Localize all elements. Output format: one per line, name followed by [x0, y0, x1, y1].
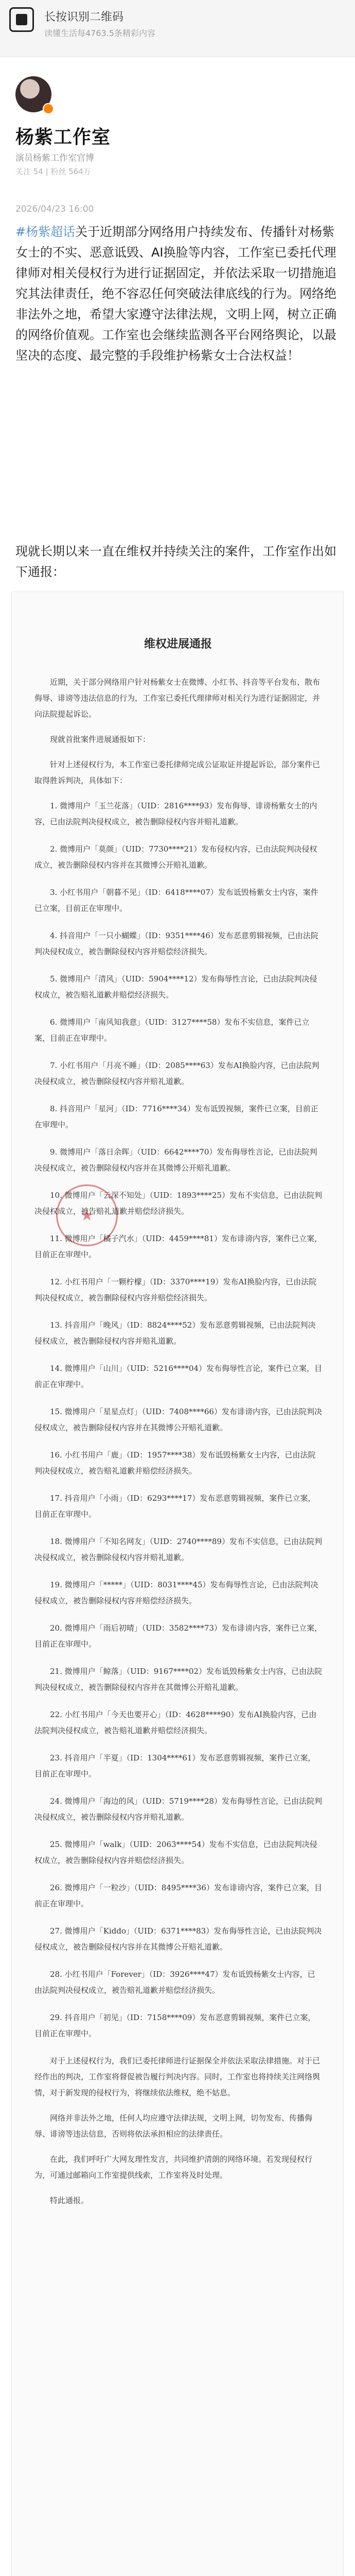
document-body [34, 674, 323, 2218]
document-paragraph: 针对上述侵权行为，本工作室已委托律师完成公证取证并提起诉讼，部分案件已取得胜诉判决，具体如下： [34, 760, 321, 785]
document-closing: 对于上述侵权行为，我们已委托律师进行证据保全并依法采取法律措施。对于已经作出的判决，工作室将督促被告履行判决内容。同时，工作室也将持续关注网络舆情，对于新发现的侵权行为，将继续依法维权，绝不姑息。 [34, 2056, 321, 2097]
case-item: 9. 微博用户「落日余晖」（UID：6642****70）发布侮辱性言论，已由法院判决侵权成立，被告删除侵权内容并在其微博公开赔礼道歉。 [34, 1147, 317, 1173]
case-item: 11. 微博用户「橘子汽水」（UID：4459****81）发布诽谤内容，案件已立案，目前正在审理中。 [34, 1234, 322, 1259]
case-item: 14. 微博用户「山川」（UID：5216****04）发布侮辱性言论，案件已立案，目前正在审理中。 [34, 1364, 322, 1389]
case-item: 4. 抖音用户「一只小蝴蝶」（ID：9351****46）发布恶意剪辑视频，已由法院判决侵权成立，被告删除侵权内容并赔偿经济损失。 [34, 931, 318, 956]
document-closing: 网络并非法外之地，任何人均应遵守法律法规，文明上网，切勿发布、传播侮辱、诽谤等违法信息，否则将依法承担相应的法律责任。 [34, 2113, 313, 2139]
case-item: 17. 抖音用户「小雨」（ID：6293****17）发布恶意剪辑视频，案件已立案，目前正在审理中。 [34, 1494, 316, 1519]
document-paragraph: 近期，关于部分网络用户针对杨紫女士在微博、小红书、抖音等平台发布、散布侮辱、诽谤等违法信息的行为，工作室已委托代理律师对相关行为进行证据固定，并向法院提起诉讼。 [34, 677, 321, 719]
case-item: 29. 抖音用户「初见」（ID：7158****09）发布恶意剪辑视频，案件已立案，目前正在审理中。 [34, 2013, 316, 2038]
case-item: 23. 抖音用户「半夏」（ID：1304****61）发布恶意剪辑视频，案件已立案，目前正在审理中。 [34, 1753, 316, 1778]
post-intro-text: 关于近期部分网络用户持续发布、传播针对杨紫女士的不实、恶意诋毁、AI换脸等内容，工作室已委托代理律师对相关侵权行为进行证据固定，并依法采取一切措施追究其法律责任，绝不容忍任何突破法律底线的行为。网络绝非法外之地，希望大家遵守法律法规，文明上网，树立正确的网络价值观。工作室也会继续监测各平台网络舆论，以最坚决的态度、最完整的手段维护杨紫女士合法权益！ [15, 225, 336, 363]
case-item: 25. 微博用户「walk」（UID：2063****54）发布不实信息，已由法院判决侵权成立，被告删除侵权内容并赔偿经济损失。 [34, 1840, 317, 1865]
post-timestamp: 2026/04/23 16:00 [15, 204, 94, 214]
document-closing: 在此，我们呼吁广大网友理性发言，共同维护清朗的网络环境。若发现侵权行为，可通过邮箱向工作室提供线索，工作室将及时处理。 [34, 2155, 313, 2180]
case-item: 22. 小红书用户「今天也要开心」（ID：4628****90）发布AI换脸内容，已由法院判决侵权成立，被告赔礼道歉并赔偿经济损失。 [34, 1710, 317, 1735]
case-list [34, 798, 323, 2042]
case-item: 7. 小红书用户「月亮不睡」（ID：2085****63）发布AI换脸内容，已由法院判决侵权成立，被告删除侵权内容并赔礼道歉。 [34, 1061, 319, 1086]
case-item: 18. 微博用户「不知名网友」（UID：2740****89）发布不实信息，已由法院判决侵权成立，被告删除侵权内容并赔礼道歉。 [34, 1537, 322, 1562]
case-item: 10. 微博用户「云深不知处」（UID：1893****25）发布不实信息，已由法院判决侵权成立，被告赔礼道歉并赔偿经济损失。 [34, 1191, 322, 1216]
notice-document-image[interactable] [11, 591, 344, 2576]
share-banner [0, 0, 355, 57]
case-item: 27. 微博用户「Kiddo」（UID：6371****83）发布侮辱性言论，已由法院判决侵权成立，被告删除侵权内容并在其微博公开赔礼道歉。 [34, 1926, 322, 1952]
case-item: 20. 微博用户「雨后初晴」（UID：3582****73）发布诽谤内容，案件已立案，目前正在审理中。 [34, 1623, 322, 1649]
profile-name[interactable]: 杨紫工作室 [15, 127, 111, 148]
profile-meta: 关注 54 | 粉丝 564万 [15, 167, 91, 176]
document-title: 维权进展通报 [144, 638, 212, 651]
case-item: 24. 微博用户「海边的风」（UID：5719****28）发布侮辱性言论，已由法院判决侵权成立，被告删除侵权内容并赔礼道歉。 [34, 1797, 322, 1822]
case-item: 6. 微博用户「南风知我意」（UID：3127****58）发布不实信息，案件已立案，目前正在审理中。 [34, 1018, 310, 1043]
case-item: 15. 微博用户「星星点灯」（UID：7408****66）发布诽谤内容，已由法院判决侵权成立，被告删除侵权内容并在其微博公开赔礼道歉。 [34, 1407, 322, 1432]
verification-text: 演员杨紫工作室官博 [15, 153, 94, 163]
case-item: 21. 微博用户「鲸落」（UID：9167****02）发布诋毁杨紫女士内容，已由法院判决侵权成立，被告删除侵权内容并在其微博公开赔礼道歉。 [34, 1667, 322, 1692]
case-item: 26. 微博用户「一粒沙」（UID：8495****36）发布诽谤内容，案件已立案，目前正在审理中。 [34, 1883, 322, 1908]
case-item: 2. 微博用户「莫颜」（UID：7730****21）发布侵权内容，已由法院判决侵权成立，被告删除侵权内容并在其微博公开赔礼道歉。 [34, 844, 317, 870]
topic-tag[interactable]: #杨紫超话 [15, 225, 76, 239]
profile-header [0, 57, 355, 180]
case-item: 1. 微博用户「玉兰花落」（UID：2816****93）发布侮辱、诽谤杨紫女士的内容，已由法院判决侵权成立，被告删除侵权内容并赔礼道歉。 [34, 801, 317, 826]
verified-badge-icon [43, 103, 54, 114]
case-item: 5. 微博用户「清风」（UID：5904****12）发布侮辱性言论，已由法院判决侵权成立，被告赔礼道歉并赔偿经济损失。 [34, 974, 317, 999]
case-item: 16. 小红书用户「鹿」（ID：1957****38）发布诋毁杨紫女士内容，已由法院判决侵权成立，被告赔礼道歉并赔偿经济损失。 [34, 1450, 316, 1476]
case-item: 28. 小红书用户「Forever」（ID：3926****47）发布诋毁杨紫女士内容，已由法院判决侵权成立，被告赔礼道歉并赔偿经济损失。 [34, 1970, 315, 1995]
banner-title: 长按识别二维码 [44, 11, 124, 24]
post-ending: 现就长期以来一直在维权并持续关注的案件，工作室作出如下通报： [15, 544, 336, 579]
case-item: 13. 抖音用户「晚风」（ID：8824****52）发布恶意剪辑视频，已由法院判决侵权成立，被告删除侵权内容并赔礼道歉。 [34, 1320, 316, 1346]
banner-subtitle: 读懂生活每4763.5条精彩内容 [44, 28, 155, 38]
case-item: 19. 微博用户「*****」（UID：8031****45）发布侮辱性言论，已由法院判决侵权成立，被告删除侵权内容并赔偿经济损失。 [34, 1580, 318, 1605]
app-logo-icon [9, 7, 34, 32]
case-item: 12. 小红书用户「一颗柠檬」（ID：3370****19）发布AI换脸内容，已由法院判决侵权成立，被告删除侵权内容并赔偿经济损失。 [34, 1277, 317, 1302]
case-item: 8. 抖音用户「星河」（ID：7716****34）发布诋毁视频，案件已立案，目前正在审理中。 [34, 1104, 318, 1129]
document-closing: 特此通报。 [50, 2196, 89, 2205]
case-item: 3. 小红书用户「朝暮不见」（ID：6418****07）发布诋毁杨紫女士内容，案件已立案，目前正在审理中。 [34, 888, 318, 913]
post-intro [15, 222, 340, 366]
document-paragraph: 现就首批案件进展通报如下： [50, 735, 151, 744]
